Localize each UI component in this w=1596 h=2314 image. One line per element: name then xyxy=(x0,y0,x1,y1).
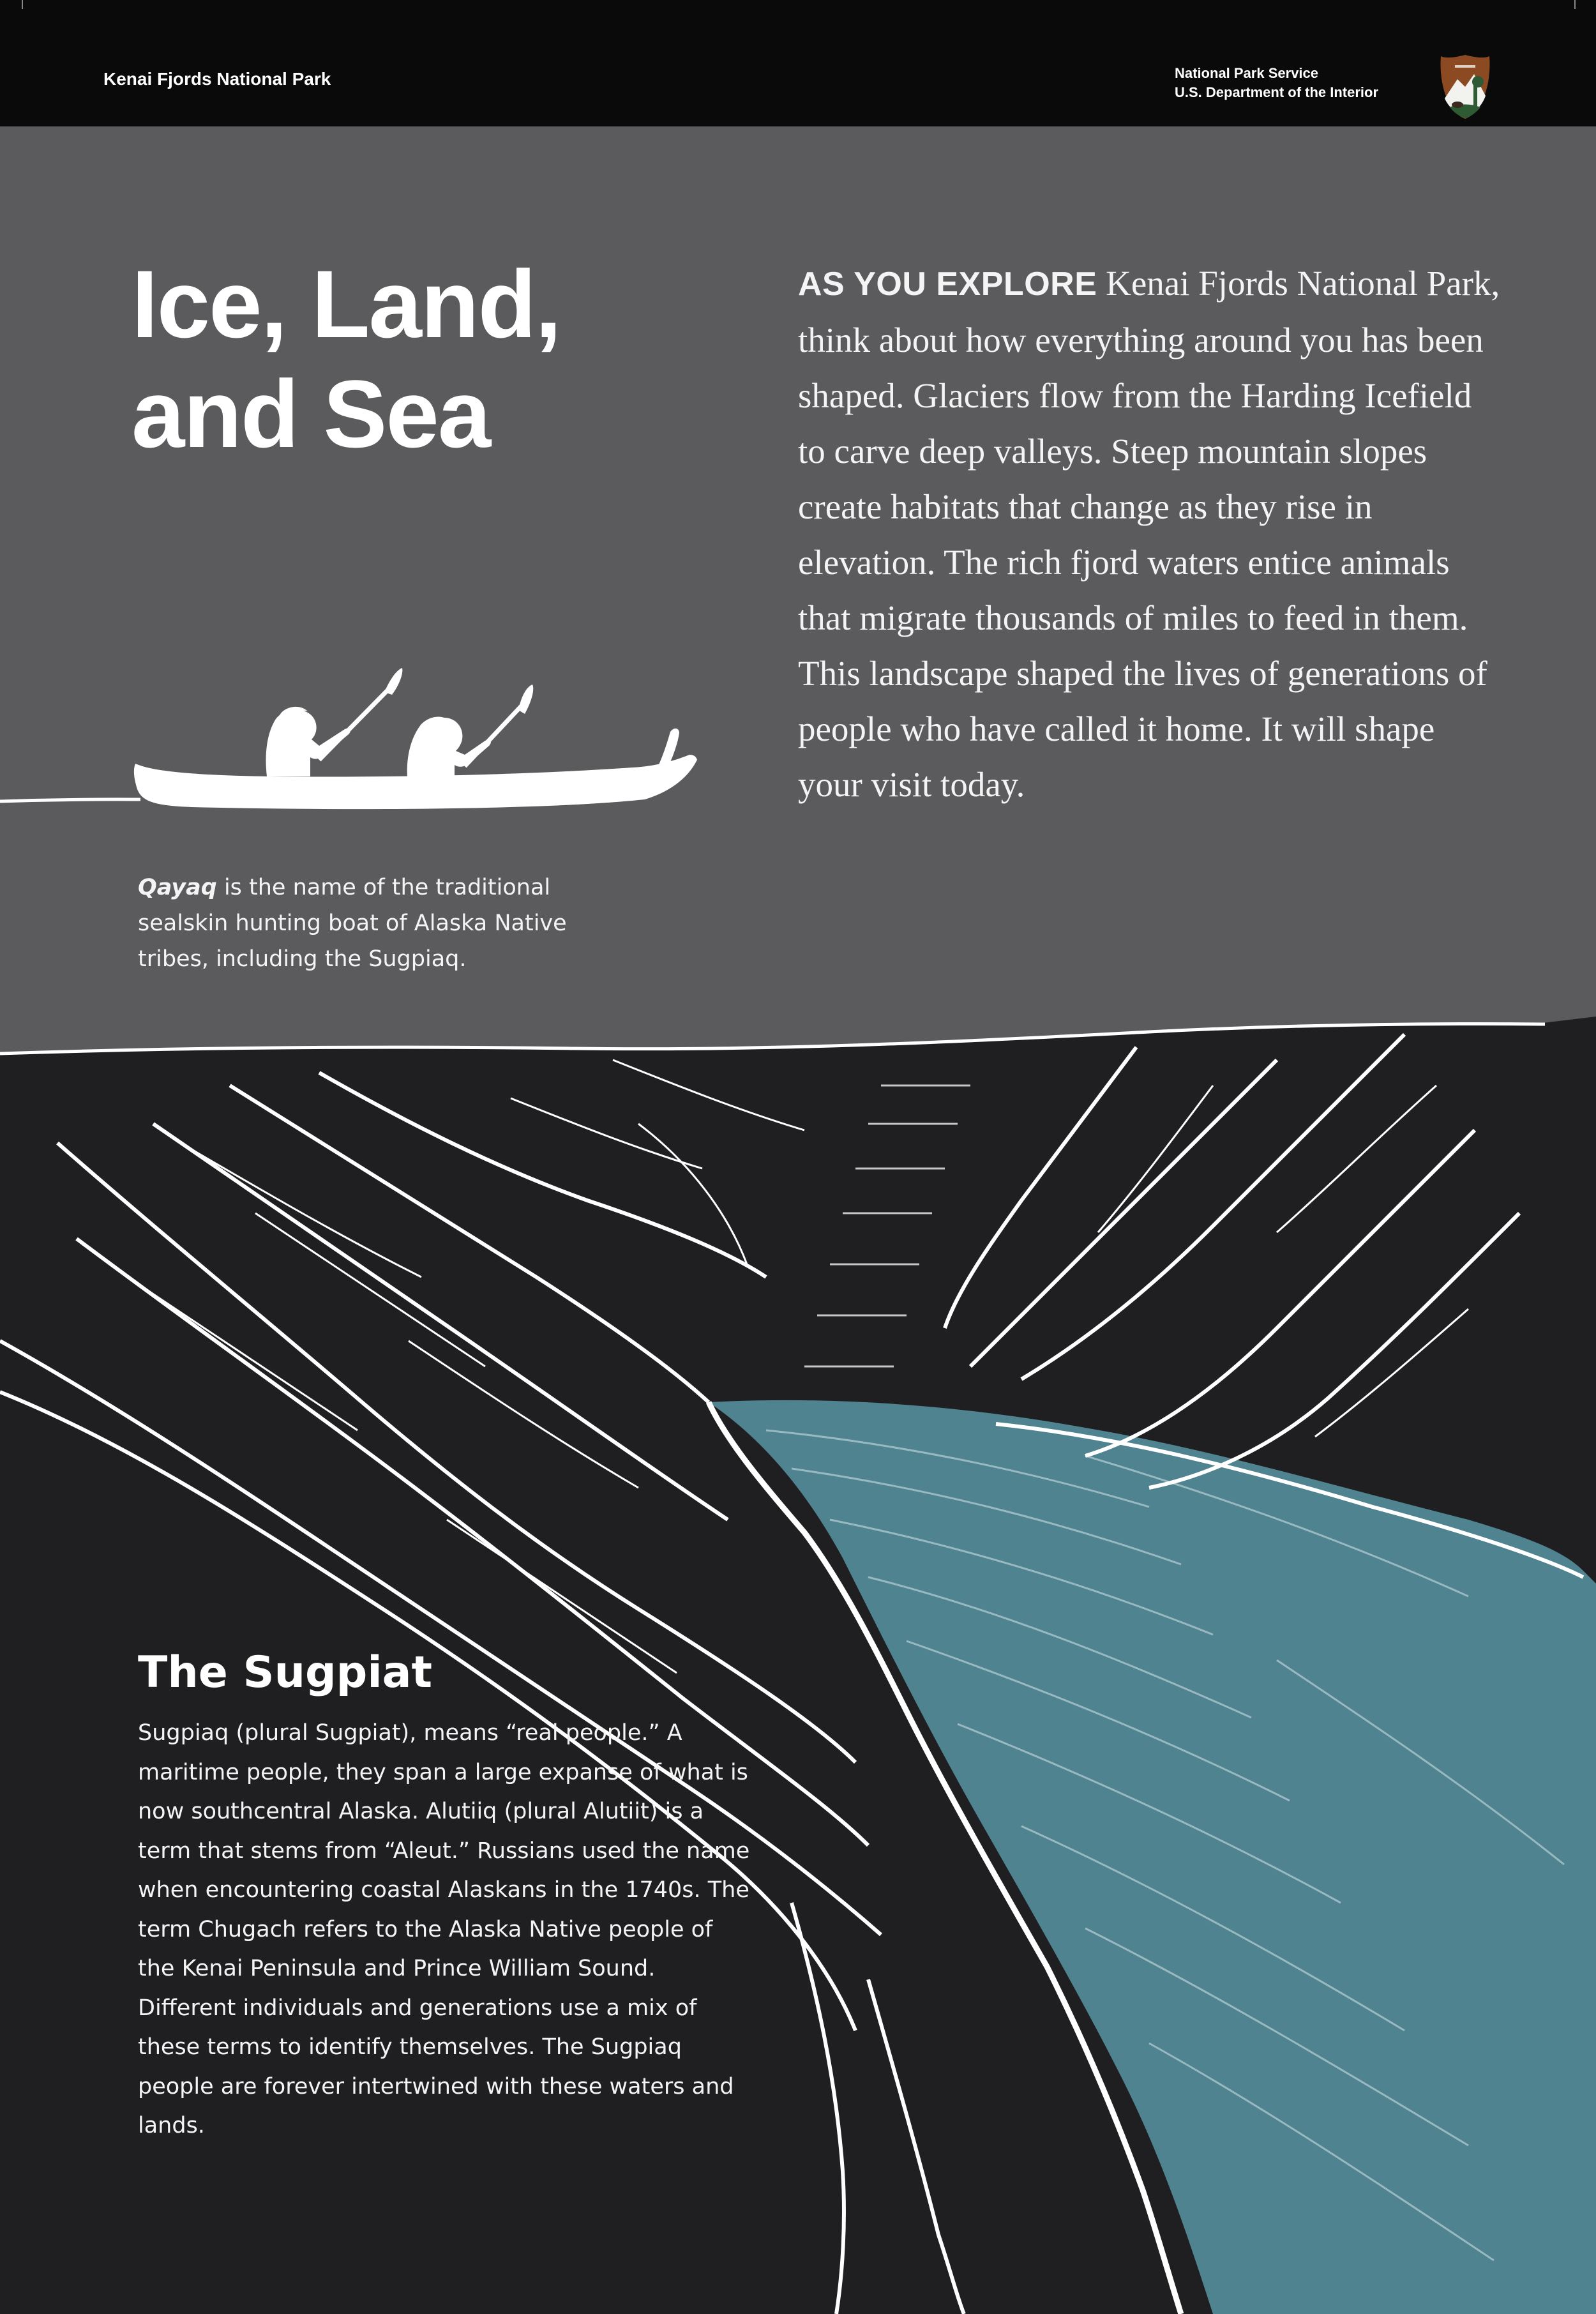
title-line-1: Ice, Land, xyxy=(132,250,561,358)
agency-name xyxy=(1175,64,1378,102)
agency-line-2: U.S. Department of the Interior xyxy=(1175,84,1379,100)
intro-paragraph xyxy=(798,255,1507,812)
agency-line-1: National Park Service xyxy=(1175,65,1319,81)
header-bar xyxy=(0,0,1596,126)
nps-arrowhead-icon xyxy=(1438,54,1492,120)
sugpiat-body: Sugpiaq (plural Sugpiat), means “real people.” A maritime people, they span a large expanse of what is now southcentral Alaska. Alutiiq (plural Alutiit) is a term that stems from “Aleut.” Russians used the name when encountering coastal Alaskans in the 1740s. The term Chugach refers to the Alaska Native people of the Kenai Peninsula and Prince William Sound. Different individuals and generations use a mix of these terms to identify themselves. The Sugpiaq people are forever intertwined with these waters and lands. xyxy=(138,1720,750,2138)
intro-lead: AS YOU EXPLORE xyxy=(798,266,1097,303)
crop-mark xyxy=(13,0,23,9)
sugpiat-heading: The Sugpiat xyxy=(138,1647,433,1698)
caption-text: is the name of the traditional sealskin hunting boat of Alaska Native tribes, including the Sugpiaq. xyxy=(138,875,567,972)
intro-text: Kenai Fjords National Park, think about how everything around you has been shaped. Glaciers flow from the Harding Icefield to carve deep valleys. Steep mountain slopes create habitats that change as they rise in elevation. The rich fjord waters entice animals that migrate thousands of miles to feed in them. This landscape shaped the lives of generations of people who have called it home. It will shape your visit today. xyxy=(798,264,1500,804)
qayaq-silhouette-icon xyxy=(0,658,715,843)
crop-mark xyxy=(1574,0,1585,9)
title-line-2: and Sea xyxy=(132,360,490,467)
park-name: Kenai Fjords National Park xyxy=(103,69,331,89)
caption-term: Qayaq xyxy=(138,875,217,900)
qayaq-caption xyxy=(138,870,585,977)
page-title xyxy=(132,249,561,469)
